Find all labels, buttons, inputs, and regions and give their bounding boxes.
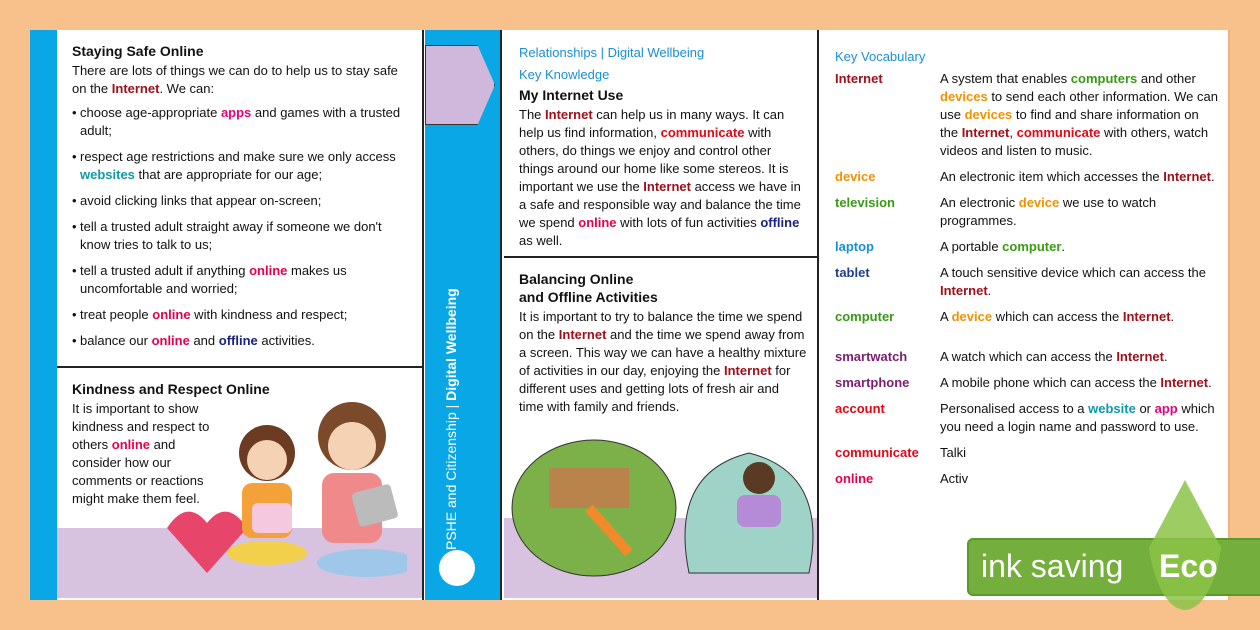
vocab-term: account <box>835 401 885 416</box>
title-line: and Offline Activities <box>519 289 658 305</box>
ink-saving-badge <box>967 538 1260 596</box>
text-segment: with others, watch videos and listen to music. <box>940 125 1209 158</box>
breadcrumb: Relationships | Digital Wellbeing <box>519 45 705 60</box>
text-segment: can help us in many ways. It can help us find information, <box>519 107 785 140</box>
text-segment: A touch sensitive device which can access the <box>940 265 1206 280</box>
highlighted-word: devices <box>940 89 988 104</box>
highlighted-word: devices <box>964 107 1013 122</box>
section-title: Kindness and Respect Online <box>72 381 270 397</box>
vocab-definition <box>940 308 1218 326</box>
text-segment: , <box>1009 125 1017 140</box>
highlighted-word: Internet <box>558 327 607 342</box>
text-segment: and consider how our comments or reactions might make them feel. <box>72 437 204 506</box>
highlighted-word: Internet <box>961 125 1010 140</box>
highlighted-word: online <box>152 307 191 322</box>
text-segment: It is important to show kindness and respect to others <box>72 401 210 452</box>
highlighted-word: Internet <box>940 283 988 298</box>
text-segment: that are appropriate for our age; <box>134 167 323 182</box>
vocab-row <box>835 238 1218 256</box>
panel-staying-safe <box>57 30 424 600</box>
text-segment: choose age-appropriate <box>80 105 221 120</box>
vocab-definition <box>940 444 1218 462</box>
list-item <box>72 104 408 140</box>
text-segment: we use to watch programmes. <box>940 195 1157 228</box>
text-segment: treat people <box>80 307 153 322</box>
highlighted-word: communicate <box>1016 125 1101 140</box>
left-strip <box>30 30 57 600</box>
vocab-term: communicate <box>835 445 919 460</box>
vocab-term: smartwatch <box>835 349 908 364</box>
vocab-definition <box>940 374 1218 392</box>
text-segment: to find and share information on the <box>940 107 1199 140</box>
text-segment: avoid clicking links that appear on-screen; <box>80 193 322 208</box>
text-segment: Activ <box>940 471 969 486</box>
text-segment: Personalised access to a <box>940 401 1089 416</box>
topic-label: Digital Wellbeing <box>443 288 459 401</box>
text-segment: . <box>1210 169 1215 184</box>
highlighted-word: website <box>1088 401 1136 416</box>
highlighted-word: websites <box>80 167 135 182</box>
knowledge-organiser <box>30 30 1230 600</box>
text-segment: . <box>1163 349 1168 364</box>
vocab-row <box>835 470 1218 488</box>
title-line: Balancing Online <box>519 271 634 287</box>
vocab-term: television <box>835 195 895 210</box>
highlighted-word: communicate <box>660 125 745 140</box>
vocab-heading: Key Vocabulary <box>835 49 926 64</box>
highlighted-word: online <box>151 333 190 348</box>
highlighted-word: Internet <box>643 179 691 194</box>
vocab-row <box>835 308 1218 326</box>
highlighted-word: offline <box>218 333 258 348</box>
text-segment: The <box>519 107 546 122</box>
vocab-term: smartphone <box>835 375 910 390</box>
text-segment: respect age restrictions and make sure we only access <box>80 149 396 164</box>
vocab-row <box>835 374 1218 392</box>
text-segment: which you need a login name and password to use. <box>940 401 1215 434</box>
highlighted-word: Internet <box>545 107 593 122</box>
text-segment: It is important to try to balance the time we spend on the <box>519 309 803 342</box>
text-segment: or <box>1135 401 1155 416</box>
text-segment: for different uses and getting lots of fresh air and time with family and friends. <box>519 363 791 414</box>
section-title: My Internet Use <box>519 87 624 103</box>
vocab-definition <box>940 470 1218 488</box>
text-segment: . <box>1208 375 1212 390</box>
vocab-row <box>835 70 1218 160</box>
vocab-definition <box>940 70 1218 160</box>
twinkl-logo <box>439 550 475 586</box>
list-item <box>72 148 408 184</box>
section-title <box>519 270 807 306</box>
vocab-definition <box>940 348 1218 366</box>
intro-text <box>72 62 408 98</box>
vocab-row <box>835 348 1218 366</box>
tips-list <box>72 104 408 350</box>
section-label: Key Knowledge <box>519 67 610 82</box>
vocab-term: device <box>835 169 876 184</box>
text-segment: A <box>940 309 952 324</box>
text-segment: A portable <box>940 239 1003 254</box>
text-segment: A system that enables <box>940 71 1071 86</box>
highlighted-word: apps <box>220 105 252 120</box>
balancing-text <box>519 308 807 416</box>
highlighted-word: Internet <box>1122 309 1171 324</box>
vocab-row <box>835 444 1218 462</box>
text-segment: . <box>987 283 992 298</box>
text-segment: and other <box>1137 71 1196 86</box>
text-segment: . We can: <box>159 81 215 96</box>
text-segment: balance our <box>80 333 152 348</box>
vocab-definition <box>940 400 1218 436</box>
vocab-term: tablet <box>835 265 870 280</box>
text-segment: tell a trusted adult straight away if someone we don't know tries to talk to us; <box>80 219 382 252</box>
text-segment: to send each other information. We can use <box>940 89 1218 122</box>
devices-icon <box>425 45 495 125</box>
text-segment: as well. <box>519 233 563 248</box>
ink-saving-label: ink saving <box>981 548 1124 584</box>
text-segment: with others, do things we enjoy and control other things around our home like some stereos. It is important we use the <box>519 125 789 194</box>
text-segment: . <box>1061 239 1066 254</box>
highlighted-word: app <box>1154 401 1178 416</box>
vocab-term: online <box>835 471 874 486</box>
highlighted-word: online <box>111 437 151 452</box>
vocab-term: computer <box>835 309 895 324</box>
text-segment: . <box>1170 309 1175 324</box>
spine <box>425 30 502 600</box>
vocab-row <box>835 264 1218 300</box>
list-item <box>72 332 408 350</box>
vocab-row <box>835 194 1218 230</box>
section-title: Staying Safe Online <box>72 43 204 59</box>
highlighted-word: device <box>1018 195 1060 210</box>
text-segment: There are lots of things we can do to help us to stay safe on the <box>72 63 398 96</box>
text-segment: which can access the <box>992 309 1123 324</box>
vocab-row <box>835 168 1218 186</box>
children-with-tablets-illustration <box>107 388 407 598</box>
text-segment: and games with a trusted adult; <box>80 105 401 138</box>
vocab-definition <box>940 194 1218 230</box>
highlighted-word: computer <box>1002 239 1062 254</box>
text-segment: An electronic item which accesses the <box>940 169 1164 184</box>
highlighted-word: offline <box>760 215 800 230</box>
highlighted-word: computers <box>1070 71 1138 86</box>
highlighted-word: Internet <box>724 363 772 378</box>
highlighted-word: online <box>578 215 617 230</box>
text-segment: makes us uncomfortable and worried; <box>80 263 347 296</box>
vocab-definition <box>940 168 1218 186</box>
highlighted-word: Internet <box>111 81 160 96</box>
vocab-list <box>835 70 1218 488</box>
vocab-definition <box>940 264 1218 300</box>
text-segment: and <box>189 333 219 348</box>
text-segment: Talki <box>940 445 967 460</box>
list-item <box>72 262 408 298</box>
vocab-definition <box>940 238 1218 256</box>
highlighted-word: Internet <box>1160 375 1209 390</box>
highlighted-word: Internet <box>1116 349 1164 364</box>
vocab-term: Internet <box>835 71 883 86</box>
list-item <box>72 192 408 210</box>
spine-title <box>443 288 459 550</box>
text-segment: activities. <box>257 333 315 348</box>
text-segment: A mobile phone which can access the <box>940 375 1161 390</box>
highlighted-word: device <box>951 309 993 324</box>
vocab-row <box>835 400 1218 436</box>
text-segment: An electronic <box>940 195 1019 210</box>
internet-use-text <box>519 106 807 250</box>
vocab-term: laptop <box>835 239 874 254</box>
eco-label: Eco <box>1159 548 1218 584</box>
list-item <box>72 218 408 254</box>
panel-key-knowledge <box>504 30 819 600</box>
text-segment: and the time we spend away from a screen. This way we can have a healthy mixture of activities in our day, enjoying the <box>519 327 807 378</box>
subject-label: PSHE and Citizenship | <box>443 400 459 550</box>
list-item <box>72 306 408 324</box>
text-segment: access we have in a safe and responsible way and balance the time we spend <box>519 179 801 230</box>
text-segment: A watch which can access the <box>940 349 1117 364</box>
text-segment: with lots of fun activities <box>616 215 761 230</box>
text-segment: tell a trusted adult if anything <box>80 263 250 278</box>
highlighted-word: Internet <box>1163 169 1211 184</box>
text-segment: with kindness and respect; <box>190 307 348 322</box>
playground-and-child-illustration <box>509 433 819 583</box>
highlighted-word: online <box>249 263 288 278</box>
